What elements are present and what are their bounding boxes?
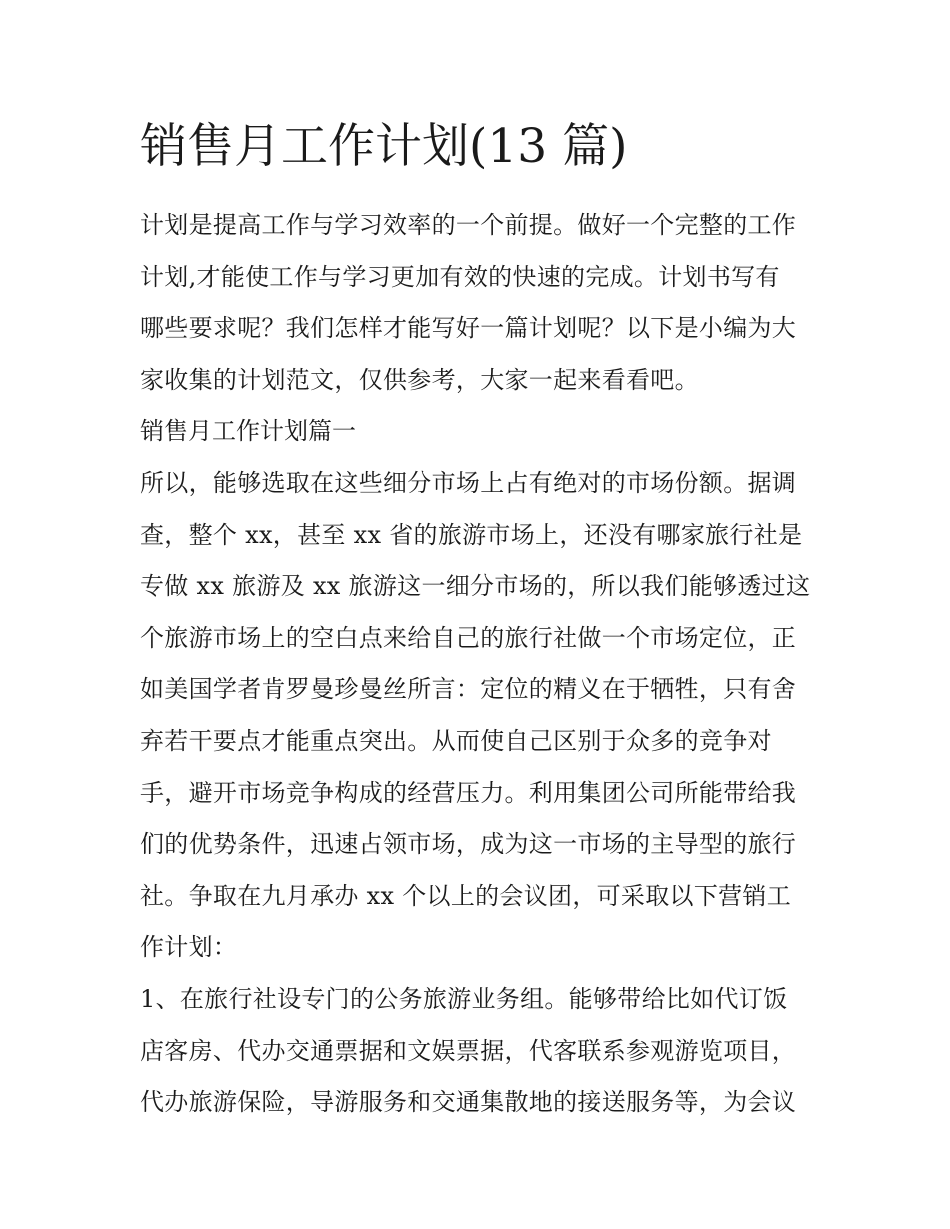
- text-line: 店客房、代办交通票据和文娱票据，代客联系参观游览项目，: [140, 1036, 797, 1065]
- list-item-paragraph: [140, 974, 812, 1129]
- text-line: 们的优势条件，迅速占领市场，成为这一市场的主导型的旅行: [140, 830, 797, 859]
- text-line: 如美国学者肯罗曼珍曼丝所言：定位的精义在于牺牲，只有舍: [140, 675, 797, 704]
- text-line: 计划是提高工作与学习效率的一个前提。做好一个完整的工作: [140, 211, 797, 239]
- text-line: 1、在旅行社设专门的公务旅游业务组。能够带给比如代订饭: [140, 984, 788, 1013]
- text-line: 查，整个 xx，甚至 xx 省的旅游市场上，还没有哪家旅行社是: [140, 520, 803, 549]
- text-line: 家收集的计划范文，仅供参考，大家一起来看看吧。: [140, 365, 699, 394]
- text-line: 代办旅游保险，导游服务和交通集散地的接送服务等，为会议: [140, 1088, 797, 1117]
- text-line: 专做 xx 旅游及 xx 旅游这一细分市场的，所以我们能够透过这: [140, 572, 811, 601]
- text-line: 作计划：: [140, 933, 238, 962]
- text-line: 哪些要求呢？我们怎样才能写好一篇计划呢？以下是小编为大: [140, 314, 797, 343]
- text-line: 所以，能够选取在这些细分市场上占有绝对的市场份额。据调: [140, 468, 797, 497]
- intro-paragraph: [140, 200, 812, 406]
- body-paragraph: [140, 458, 812, 974]
- text-line: 手，避开市场竞争构成的经营压力。利用集团公司所能带给我: [140, 778, 797, 807]
- text-line: 个旅游市场上的空白点来给自己的旅行社做一个市场定位，正: [140, 623, 797, 652]
- document-title: 销售月工作计划(13 篇): [140, 119, 628, 174]
- section-heading: 销售月工作计划篇一: [140, 417, 356, 446]
- text-line: 弃若干要点才能重点突出。从而使自己区别于众多的竞争对: [140, 726, 772, 755]
- text-line: 计划,才能使工作与学习更加有效的快速的完成。计划书写有: [140, 262, 780, 291]
- text-line: 社。争取在九月承办 xx 个以上的会议团，可采取以下营销工: [140, 881, 792, 910]
- document-body: [140, 108, 812, 1129]
